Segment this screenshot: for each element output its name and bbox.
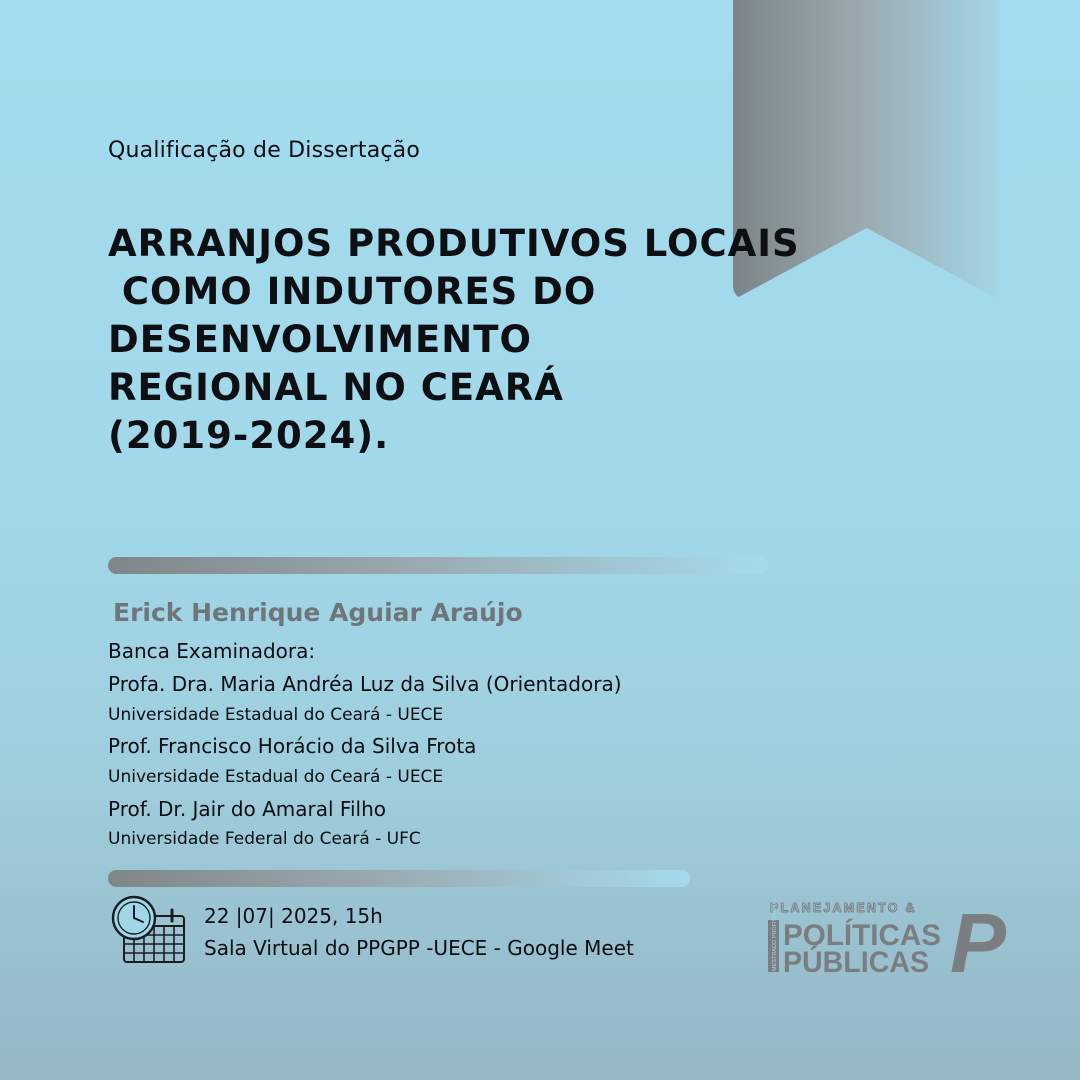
logo-p-mark: P	[950, 898, 1007, 976]
banca-member-name: Prof. Francisco Horácio da Silva Frota	[108, 734, 477, 758]
banca-member-institution: Universidade Estadual do Ceará - UECE	[108, 705, 444, 725]
banca-member-name: Profa. Dra. Maria Andréa Luz da Silva (Orientadora)	[108, 672, 622, 696]
banca-member-institution: Universidade Estadual do Ceará - UECE	[108, 767, 444, 787]
ppgpp-logo	[766, 898, 1012, 976]
banca-heading: Banca Examinadora:	[108, 639, 316, 663]
calendar-clock-icon	[110, 894, 190, 966]
dissertation-title: ARRANJOS PRODUTIVOS LOCAIS COMO INDUTORES DO DESENVOLVIMENTO REGIONAL NO CEARÁ (2019-2024).	[108, 222, 800, 457]
author-name: Erick Henrique Aguiar Araújo	[113, 598, 523, 627]
event-venue: Sala Virtual do PPGPP -UECE - Google Meet	[204, 936, 634, 960]
logo-line-1: PLANEJAMENTO &	[770, 901, 917, 915]
logo-line-3: PÚBLICAS	[783, 946, 937, 976]
logo-vertical-label: MESTRADO PROFISSIONAL	[772, 898, 778, 971]
event-datetime: 22 |07| 2025, 15h	[204, 904, 383, 928]
banca-member-institution: Universidade Federal do Ceará - UFC	[108, 829, 421, 849]
divider-bar-bottom	[108, 870, 690, 887]
banca-member-name: Prof. Dr. Jair do Amaral Filho	[108, 797, 386, 821]
divider-bar-top	[108, 557, 768, 574]
logo-line-2: POLÍTICAS	[783, 919, 944, 952]
event-type: Qualificação de Dissertação	[108, 138, 421, 163]
